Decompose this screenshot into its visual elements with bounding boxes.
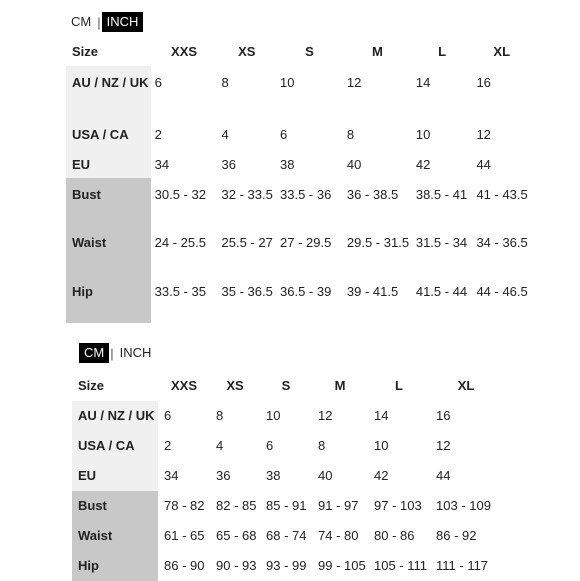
table-cell: 68 - 74 xyxy=(266,528,307,543)
unit-toggle-top xyxy=(67,12,143,32)
table-cell: 34 - 36.5 xyxy=(476,235,528,250)
table-cell: 6 xyxy=(266,438,274,453)
table-cell: 40 xyxy=(346,157,362,172)
table-cell: 65 - 68 xyxy=(216,528,257,543)
table-cell: 6 xyxy=(164,408,172,423)
size-chart-table-bottom xyxy=(72,371,502,581)
table-cell: 12 xyxy=(346,75,362,90)
table-cell: 44 xyxy=(476,157,491,172)
table-cell: 36 xyxy=(216,468,231,483)
table-cell: 38.5 - 41 xyxy=(415,187,468,202)
table-cell: 16 xyxy=(436,408,451,423)
table-cell: 6 xyxy=(280,127,288,142)
table-cell: 41 - 43.5 xyxy=(476,187,528,202)
table-cell: 2 xyxy=(154,127,162,142)
table-cell: 12 xyxy=(318,408,333,423)
row-header: Waist xyxy=(66,226,151,275)
table-row xyxy=(66,178,531,226)
table-cell: 27 - 29.5 xyxy=(280,235,332,250)
table-cell: 36.5 - 39 xyxy=(280,284,332,299)
size-chart-table-top xyxy=(66,38,531,323)
unit-option-inch[interactable]: INCH xyxy=(119,345,152,360)
size-col-header: L xyxy=(395,378,403,393)
row-header: USA / CA xyxy=(72,431,158,461)
table-cell: 111 - 117 xyxy=(436,558,489,573)
table-row xyxy=(66,148,531,178)
table-cell: 36 - 38.5 xyxy=(346,187,399,202)
table-cell: 24 - 25.5 xyxy=(154,235,206,250)
table-cell: 10 xyxy=(415,127,431,142)
table-cell: 74 - 80 xyxy=(318,528,359,543)
table-cell: 44 - 46.5 xyxy=(476,284,528,299)
table-cell: 16 xyxy=(476,75,491,90)
table-cell: 80 - 86 xyxy=(374,528,415,543)
table-cell: 32 - 33.5 xyxy=(221,187,273,202)
table-cell: 12 xyxy=(476,127,491,142)
table-header-row xyxy=(72,371,502,401)
table-cell: 35 - 36.5 xyxy=(221,284,273,299)
row-header: AU / NZ / UK xyxy=(72,401,158,431)
table-cell: 41.5 - 44 xyxy=(415,284,468,299)
unit-option-inch[interactable]: INCH xyxy=(102,12,144,32)
table-cell: 86 - 92 xyxy=(436,528,477,543)
row-header: Hip xyxy=(72,551,158,581)
table-cell: 38 xyxy=(266,468,281,483)
table-row xyxy=(72,461,502,491)
table-cell: 14 xyxy=(374,408,389,423)
size-col-header: L xyxy=(438,44,447,59)
table-row xyxy=(66,118,531,148)
table-row xyxy=(66,66,531,118)
size-col-header: XXS xyxy=(170,378,197,393)
table-cell: 90 - 93 xyxy=(216,558,257,573)
table-cell: 10 xyxy=(280,75,295,90)
table-cell: 2 xyxy=(164,438,172,453)
size-col-header: XXS xyxy=(171,44,198,59)
table-cell: 105 - 111 xyxy=(374,558,428,573)
table-cell: 38 xyxy=(280,157,295,172)
row-header: EU xyxy=(66,148,151,178)
table-cell: 8 xyxy=(346,127,355,142)
table-cell: 8 xyxy=(318,438,326,453)
table-row xyxy=(72,401,502,431)
table-cell: 34 xyxy=(164,468,179,483)
size-col-header: M xyxy=(334,378,346,393)
size-col-header: XS xyxy=(238,44,256,59)
table-row xyxy=(72,491,502,521)
table-cell: 25.5 - 27 xyxy=(221,235,273,250)
size-col-header: M xyxy=(371,44,383,59)
table-cell: 12 xyxy=(436,438,451,453)
table-cell: 82 - 85 xyxy=(216,498,257,513)
row-header: Bust xyxy=(72,491,158,521)
row-header: Bust xyxy=(66,178,151,226)
table-cell: 44 xyxy=(436,468,451,483)
row-header: Waist xyxy=(72,521,158,551)
table-cell: 91 - 97 xyxy=(318,498,359,513)
table-cell: 85 - 91 xyxy=(266,498,307,513)
unit-option-cm[interactable]: CM xyxy=(79,343,109,363)
table-cell: 4 xyxy=(216,438,224,453)
table-cell: 31.5 - 34 xyxy=(415,235,468,250)
unit-separator: | xyxy=(110,345,114,361)
size-header: Size xyxy=(78,378,105,393)
row-header: EU xyxy=(72,461,158,491)
size-col-header: XL xyxy=(457,378,475,393)
size-col-header: S xyxy=(281,378,291,393)
unit-toggle-bottom xyxy=(79,343,156,363)
table-cell: 8 xyxy=(216,408,224,423)
table-cell: 61 - 65 xyxy=(164,528,205,543)
table-cell: 97 - 103 xyxy=(374,498,422,513)
table-cell: 86 - 90 xyxy=(164,558,205,573)
table-row xyxy=(66,226,531,275)
table-cell: 29.5 - 31.5 xyxy=(346,235,410,250)
row-header: Hip xyxy=(66,275,151,323)
size-col-header: XS xyxy=(226,378,244,393)
unit-option-cm[interactable]: CM xyxy=(71,14,92,29)
row-header: USA / CA xyxy=(66,118,151,148)
row-header: AU / NZ / UK xyxy=(66,66,151,118)
table-cell: 30.5 - 32 xyxy=(154,187,206,202)
size-col-header: S xyxy=(305,44,314,59)
table-cell: 36 xyxy=(221,157,236,172)
table-cell: 14 xyxy=(415,75,431,90)
table-cell: 8 xyxy=(221,75,229,90)
size-header: Size xyxy=(72,44,99,59)
table-row xyxy=(72,551,502,581)
table-header-row xyxy=(66,38,531,66)
table-cell: 10 xyxy=(374,438,389,453)
table-cell: 40 xyxy=(318,468,333,483)
table-cell: 78 - 82 xyxy=(164,498,205,513)
table-cell: 34 xyxy=(154,157,170,172)
table-cell: 4 xyxy=(221,127,229,142)
size-col-header: XL xyxy=(493,44,511,59)
table-cell: 6 xyxy=(154,75,162,90)
table-cell: 42 xyxy=(374,468,389,483)
table-cell: 93 - 99 xyxy=(266,558,307,573)
table-cell: 99 - 105 xyxy=(318,558,366,573)
unit-separator: | xyxy=(97,14,101,30)
table-cell: 33.5 - 36 xyxy=(280,187,332,202)
table-row xyxy=(72,521,502,551)
table-cell: 103 - 109 xyxy=(436,498,491,513)
table-cell: 33.5 - 35 xyxy=(154,284,206,299)
table-row xyxy=(66,275,531,323)
table-cell: 39 - 41.5 xyxy=(346,284,399,299)
table-cell: 42 xyxy=(415,157,431,172)
table-cell: 10 xyxy=(266,408,281,423)
table-row xyxy=(72,431,502,461)
